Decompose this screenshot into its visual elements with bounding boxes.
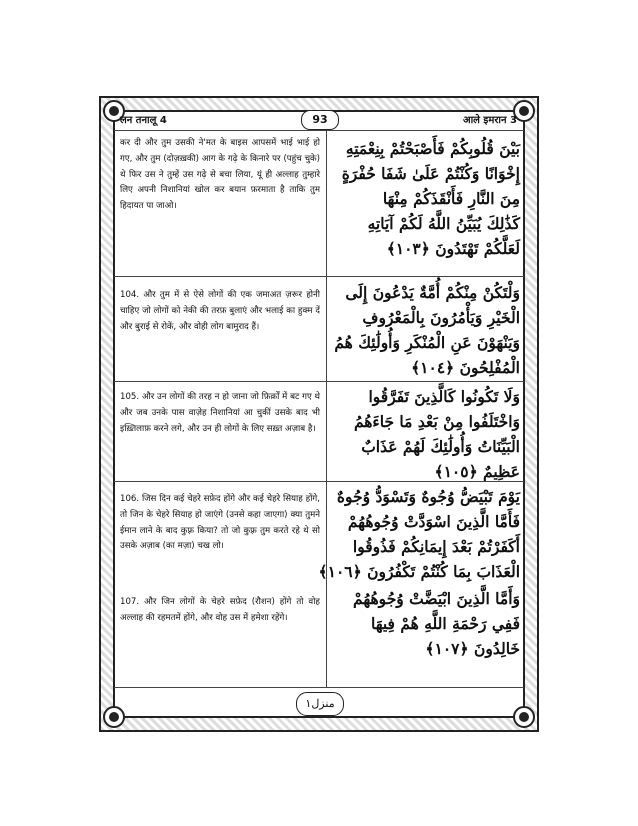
- translation-block-107: 107. और जिन लोगों के चेहरे सफ़ेद (रौशन) होंगे तो वोह अल्लाह की रहमतमें होंगे, और वोह उस में हमेशा रहेंगे।: [120, 597, 320, 623]
- page-number: 93: [301, 110, 339, 130]
- corner-ornament-icon: [103, 706, 125, 728]
- column-divider: [326, 131, 327, 687]
- footer-divider: [114, 687, 524, 688]
- arabic-line: يَوْمَ تَبْيَضُّ وُجُوهٌ وَتَسْوَدُّ وُجُوهٌ: [336, 487, 520, 506]
- translation-block-105: 105. और उन लोगों की तरह न हो जाना जो फ़िर्क़ों में बट गए थे और जब उनके पास वाज़ेह निशानियां आ चुकीं उसके बाद भी इख़्तिलाफ़ करने लगे, और उन ही लोगों के लिए सख़्त अज़ाब है।: [120, 392, 320, 434]
- arabic-block-107: [334, 586, 520, 661]
- arabic-line: أَكَفَرْتُمْ بَعْدَ إِيمَانِكُمْ فَذُوقُوا: [352, 537, 520, 556]
- translation-block-106: 106. जिस दिन कई चेहरे सफ़ेद होंगे और कई चेहरे सियाह होंगे, तो जिन के चेहरे सियाह हो जाएंगे (उनसे कहा जाएगा) क्या तुमने ईमान लाने के बाद कुफ़्र किया? तो जो कुफ़्र तुम करते रहे थे सो उसके अज़ाब (का मज़ा) चख लो।: [120, 494, 320, 552]
- arabic-line: الْخَيْرِ وَيَأْمُرُونَ بِالْمَعْرُوفِ: [362, 308, 520, 327]
- manzil-marker: منزل١: [296, 692, 344, 716]
- corner-ornament-icon: [513, 706, 535, 728]
- section-divider: [114, 381, 524, 382]
- arabic-line: إِخْوَانًا وَكُنْتُمْ عَلَىٰ شَفَا حُفْرَةٍ: [341, 164, 520, 183]
- arabic-line: خَالِدُونَ ﴿١٠٧﴾: [425, 639, 520, 658]
- arabic-block-103: [334, 136, 520, 261]
- arabic-line: مِنَ النَّارِ فَأَنْقَذَكُمْ مِنْهَا: [382, 189, 520, 208]
- arabic-line: بَيْنَ قُلُوبِكُمْ فَأَصْبَحْتُمْ بِنِعْمَتِهِ: [345, 139, 520, 158]
- arabic-line: الْمُفْلِحُونَ ﴿١٠٤﴾: [411, 358, 520, 377]
- arabic-line: عَظِيمٌ ﴿١٠٥﴾: [434, 462, 520, 481]
- surah-title: आले इमरान 3: [462, 115, 517, 126]
- arabic-line: الْعَذَابَ بِمَا كُنْتُمْ تَكْفُرُونَ ﴿١٠٦﴾: [318, 562, 520, 581]
- translation-block-103: कर दी और तुम उसकी ने'मत के बाइस आपसमें भाई भाई हो गए, और तुम (दोज़ख़की) आग के गढ़े के किनारे पर (पहुंच चुके) थे फिर उस ने तुम्हें उस गढ़े से बचा लिया, यूं ही अल्लाह तुम्हारे लिए अपनी निशानियां खोल कर बयान फ़रमाता है ताकि तुम हिदायत पा जाओ।: [120, 138, 320, 212]
- header-divider: [114, 130, 524, 131]
- arabic-line: فَأَمَّا الَّذِينَ اسْوَدَّتْ وُجُوهُهُمْ: [347, 512, 520, 531]
- arabic-line: فَفِي رَحْمَةِ اللَّهِ هُمْ فِيهَا: [370, 614, 520, 633]
- arabic-block-105: [334, 384, 520, 484]
- arabic-line: وَلْتَكُنْ مِنْكُمْ أُمَّةٌ يَدْعُونَ إِلَى: [345, 283, 520, 302]
- section-divider: [114, 276, 524, 277]
- arabic-line: وَلَا تَكُونُوا كَالَّذِينَ تَفَرَّقُوا: [368, 387, 520, 406]
- arabic-line: لَعَلَّكُمْ تَهْتَدُونَ ﴿١٠٣﴾: [386, 239, 520, 258]
- arabic-line: وَيَنْهَوْنَ عَنِ الْمُنْكَرِ وَأُولَٰئِكَ هُمُ: [334, 333, 520, 352]
- juz-title: लन तनालू 4: [120, 115, 167, 126]
- arabic-line: وَاخْتَلَفُوا مِنْ بَعْدِ مَا جَاءَهُمُ: [353, 412, 520, 431]
- arabic-line: كَذَٰلِكَ يُبَيِّنُ اللَّهُ لَكُمْ آيَاتِهِ: [367, 214, 520, 233]
- arabic-block-106: [318, 484, 520, 584]
- arabic-block-104: [334, 280, 520, 380]
- arabic-line: الْبَيِّنَاتُ وَأُولَٰئِكَ لَهُمْ عَذَابٌ: [361, 437, 520, 456]
- translation-block-104: 104. और तुम में से ऐसे लोगों की एक जमाअत ज़रूर होनी चाहिए जो लोगों को नेकी की तरफ़ बुलाएं और भलाई का हुक्म दें और बुराई से रोकें, और वोही लोग बामुराद हैं।: [120, 290, 320, 332]
- arabic-line: وَأَمَّا الَّذِينَ ابْيَضَّتْ وُجُوهُهُمْ: [353, 589, 520, 608]
